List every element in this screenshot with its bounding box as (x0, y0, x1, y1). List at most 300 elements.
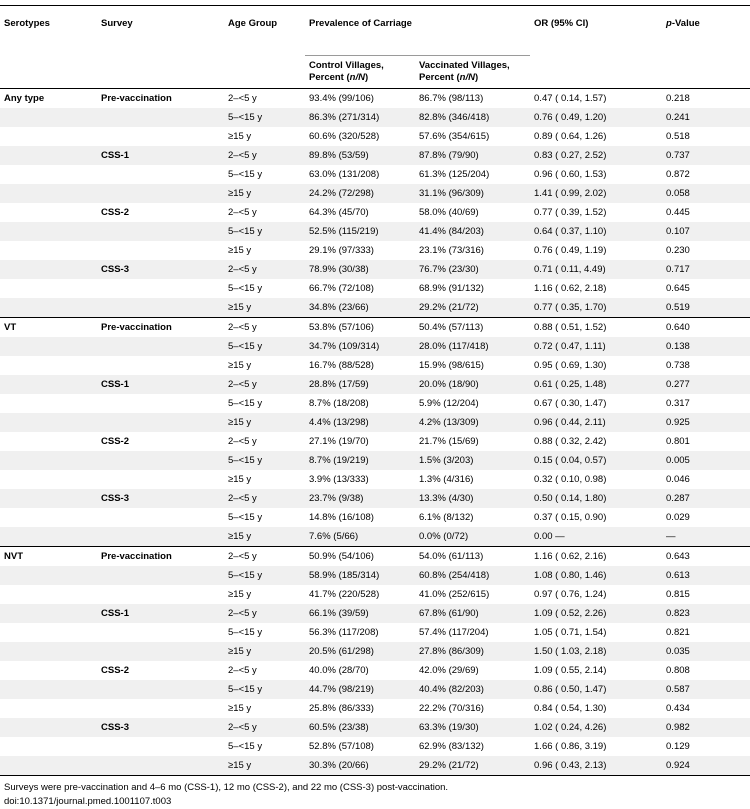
cell-control-prevalence: 8.7% (18/208) (309, 398, 369, 409)
col-header-age-group: Age Group (224, 6, 305, 89)
cell-survey: CSS-2 (101, 436, 129, 447)
cell-p-value: 0.005 (662, 451, 750, 470)
cell-p-value: 0.640 (662, 318, 750, 338)
cell-serotype (0, 680, 97, 699)
cell-survey (97, 222, 224, 241)
table-row (0, 566, 750, 585)
table-row (0, 413, 750, 432)
cell-survey (97, 737, 224, 756)
cell-control-prevalence: 24.2% (72/298) (305, 184, 415, 203)
cell-p-value: 0.823 (662, 604, 750, 623)
cell-survey: Pre-vaccination (97, 547, 224, 567)
cell-odds-ratio: 1.02 ( 0.24, 4.26) (530, 718, 662, 737)
cell-p-value: 0.737 (662, 146, 750, 165)
cell-control-prevalence: 4.4% (13/298) (305, 413, 415, 432)
cell-odds-ratio: 1.09 ( 0.52, 2.26) (530, 604, 662, 623)
cell-odds-ratio: 0.96 ( 0.60, 1.53) (534, 169, 607, 180)
cell-age-group: ≥15 y (228, 131, 252, 142)
p-italic: p (666, 18, 672, 29)
cell-vaccinated-prevalence: 63.3% (19/30) (415, 718, 530, 737)
table-row (0, 298, 750, 318)
cell-control-prevalence: 3.9% (13/333) (309, 474, 369, 485)
cell-survey (97, 394, 224, 413)
cell-age-group: 2–<5 y (228, 665, 257, 676)
table-row (0, 508, 750, 527)
cell-vaccinated-prevalence: 42.0% (29/69) (419, 665, 479, 676)
cell-vaccinated-prevalence: 21.7% (15/69) (419, 436, 479, 447)
cell-odds-ratio: 0.88 ( 0.51, 1.52) (530, 318, 662, 338)
cell-survey (97, 108, 224, 127)
cell-odds-ratio: 0.67 ( 0.30, 1.47) (534, 398, 607, 409)
cell-survey (97, 241, 224, 260)
cell-control-prevalence: 41.7% (220/528) (309, 589, 380, 600)
cell-control-prevalence: 40.0% (28/70) (309, 665, 369, 676)
col-header-or: OR (95% CI) (530, 6, 662, 89)
cell-serotype (0, 394, 97, 413)
cell-serotype (0, 432, 97, 451)
cell-serotype (0, 356, 97, 375)
cell-odds-ratio: 0.50 ( 0.14, 1.80) (530, 489, 662, 508)
cell-p-value: 0.029 (666, 512, 690, 523)
table-row (0, 718, 750, 737)
cell-odds-ratio: 0.72 ( 0.47, 1.11) (530, 337, 662, 356)
table-row (0, 279, 750, 298)
cell-serotype (0, 203, 97, 222)
cell-age-group: 2–<5 y (224, 718, 305, 737)
cell-control-prevalence: 23.7% (9/38) (305, 489, 415, 508)
cell-p-value: — (662, 527, 750, 547)
cell-vaccinated-prevalence: 0.0% (0/72) (415, 527, 530, 547)
col-header-prevalence: Prevalence of Carriage (305, 6, 530, 56)
cell-age-group: 5–<15 y (228, 512, 263, 523)
cell-control-prevalence: 66.1% (39/59) (305, 604, 415, 623)
table-row (0, 337, 750, 356)
cell-survey: CSS-3 (97, 260, 224, 279)
cell-p-value: 0.717 (662, 260, 750, 279)
cell-p-value: 0.808 (666, 665, 690, 676)
cell-survey (97, 527, 224, 547)
cell-control-prevalence: 30.3% (20/66) (305, 756, 415, 775)
cell-vaccinated-prevalence: 31.1% (96/309) (415, 184, 530, 203)
cell-serotype (0, 508, 97, 527)
table-row (0, 661, 750, 680)
cell-age-group: ≥15 y (224, 413, 305, 432)
cell-vaccinated-prevalence: 87.8% (79/90) (415, 146, 530, 165)
cell-survey: CSS-1 (97, 604, 224, 623)
table-row (0, 680, 750, 699)
cell-survey: CSS-3 (97, 489, 224, 508)
cell-survey (97, 451, 224, 470)
cell-p-value: 0.643 (662, 547, 750, 567)
cell-age-group: 2–<5 y (228, 207, 257, 218)
cell-survey (97, 470, 224, 489)
cell-control-prevalence: 60.5% (23/38) (305, 718, 415, 737)
cell-p-value: 0.218 (662, 89, 750, 109)
cell-p-value: 0.925 (662, 413, 750, 432)
table-row (0, 604, 750, 623)
cell-vaccinated-prevalence: 54.0% (61/113) (415, 547, 530, 567)
cell-p-value: 0.138 (662, 337, 750, 356)
cell-age-group: ≥15 y (228, 360, 252, 371)
cell-odds-ratio: 0.76 ( 0.49, 1.20) (530, 108, 662, 127)
cell-vaccinated-prevalence: 20.0% (18/90) (415, 375, 530, 394)
cell-serotype (0, 260, 97, 279)
cell-serotype (0, 756, 97, 775)
cell-p-value: 0.035 (662, 642, 750, 661)
cell-control-prevalence: 20.5% (61/298) (305, 642, 415, 661)
cell-p-value: 0.815 (666, 589, 690, 600)
table-row (0, 203, 750, 222)
cell-vaccinated-prevalence: 76.7% (23/30) (415, 260, 530, 279)
cell-odds-ratio: 1.09 ( 0.55, 2.14) (534, 665, 607, 676)
cell-control-prevalence: 16.7% (88/528) (309, 360, 374, 371)
cell-age-group: 5–<15 y (228, 627, 263, 638)
table-footnote (4, 781, 744, 809)
table-row (0, 737, 750, 756)
cell-survey: CSS-1 (97, 146, 224, 165)
cell-odds-ratio: 0.71 ( 0.11, 4.49) (530, 260, 662, 279)
cell-age-group: ≥15 y (228, 474, 252, 485)
p-value-suffix: -Value (671, 18, 700, 29)
cell-p-value: 0.924 (662, 756, 750, 775)
cell-age-group: ≥15 y (228, 703, 252, 714)
cell-age-group: 2–<5 y (224, 604, 305, 623)
cell-serotype (0, 222, 97, 241)
cell-odds-ratio: 1.08 ( 0.80, 1.46) (530, 566, 662, 585)
cell-odds-ratio: 0.77 ( 0.35, 1.70) (530, 298, 662, 318)
cell-vaccinated-prevalence: 1.5% (3/203) (415, 451, 530, 470)
cell-survey (97, 756, 224, 775)
cell-control-prevalence: 34.8% (23/66) (305, 298, 415, 318)
cell-p-value: 0.230 (666, 245, 690, 256)
cell-vaccinated-prevalence: 40.4% (82/203) (415, 680, 530, 699)
table-row (0, 375, 750, 394)
cell-p-value: 0.241 (662, 108, 750, 127)
cell-age-group: 2–<5 y (224, 375, 305, 394)
table-row (0, 318, 750, 338)
cell-control-prevalence: 53.8% (57/106) (305, 318, 415, 338)
table-row (0, 127, 750, 146)
cell-age-group: 2–<5 y (224, 89, 305, 109)
cell-vaccinated-prevalence: 61.3% (125/204) (419, 169, 490, 180)
cell-p-value: 0.434 (666, 703, 690, 714)
cell-vaccinated-prevalence: 68.9% (91/132) (419, 283, 484, 294)
cell-odds-ratio: 0.84 ( 0.54, 1.30) (534, 703, 607, 714)
cell-age-group: 5–<15 y (228, 741, 263, 752)
table-row (0, 623, 750, 642)
cell-p-value: 0.645 (666, 283, 690, 294)
cell-p-value: 0.277 (662, 375, 750, 394)
cell-p-value: 0.872 (666, 169, 690, 180)
cell-control-prevalence: 58.9% (185/314) (305, 566, 415, 585)
table-row (0, 699, 750, 718)
cell-serotype (0, 661, 97, 680)
cell-p-value: 0.287 (662, 489, 750, 508)
table-row (0, 184, 750, 203)
cell-vaccinated-prevalence: 28.0% (117/418) (415, 337, 530, 356)
table-row (0, 547, 750, 567)
vaccinated-label: Vaccinated Villages, Percent ( (419, 60, 510, 83)
cell-vaccinated-prevalence: 41.0% (252/615) (419, 589, 490, 600)
cell-odds-ratio: 0.64 ( 0.37, 1.10) (530, 222, 662, 241)
cell-survey (97, 623, 224, 642)
cell-age-group: 5–<15 y (224, 566, 305, 585)
cell-survey: CSS-2 (101, 207, 129, 218)
cell-vaccinated-prevalence: 62.9% (83/132) (419, 741, 484, 752)
cell-p-value: 0.445 (666, 207, 690, 218)
cell-vaccinated-prevalence: 50.4% (57/113) (415, 318, 530, 338)
control-close: ) (364, 72, 369, 83)
cell-age-group: 5–<15 y (228, 398, 263, 409)
cell-vaccinated-prevalence: 67.8% (61/90) (415, 604, 530, 623)
cell-survey (97, 127, 224, 146)
table-row (0, 165, 750, 184)
cell-vaccinated-prevalence: 27.8% (86/309) (415, 642, 530, 661)
cell-odds-ratio: 1.41 ( 0.99, 2.02) (530, 184, 662, 203)
cell-odds-ratio: 0.83 ( 0.27, 2.52) (530, 146, 662, 165)
cell-control-prevalence: 78.9% (30/38) (305, 260, 415, 279)
cell-vaccinated-prevalence: 1.3% (4/316) (419, 474, 474, 485)
table-row (0, 432, 750, 451)
cell-odds-ratio: 1.05 ( 0.71, 1.54) (534, 627, 607, 638)
cell-serotype (0, 279, 97, 298)
cell-age-group: 2–<5 y (224, 489, 305, 508)
cell-survey: CSS-3 (97, 718, 224, 737)
table-row (0, 470, 750, 489)
cell-control-prevalence: 89.8% (53/59) (305, 146, 415, 165)
table-row (0, 108, 750, 127)
cell-survey (97, 566, 224, 585)
cell-vaccinated-prevalence: 86.7% (98/113) (415, 89, 530, 109)
cell-age-group: 5–<15 y (224, 680, 305, 699)
cell-control-prevalence: 14.8% (16/108) (309, 512, 374, 523)
table-row (0, 260, 750, 279)
cell-p-value: 0.738 (666, 360, 690, 371)
cell-age-group: ≥15 y (224, 642, 305, 661)
table-row (0, 756, 750, 775)
cell-vaccinated-prevalence: 58.0% (40/69) (419, 207, 479, 218)
cell-serotype (0, 241, 97, 260)
col-header-p-value (662, 6, 750, 89)
vaccinated-nn: n/N (459, 72, 475, 83)
cell-control-prevalence: 44.7% (98/219) (305, 680, 415, 699)
table-row (0, 585, 750, 604)
cell-vaccinated-prevalence: 29.2% (21/72) (415, 756, 530, 775)
cell-survey (97, 508, 224, 527)
cell-survey (97, 337, 224, 356)
cell-survey: CSS-1 (97, 375, 224, 394)
cell-control-prevalence: 93.4% (99/106) (305, 89, 415, 109)
cell-serotype (0, 489, 97, 508)
cell-p-value: 0.317 (666, 398, 690, 409)
cell-serotype (0, 413, 97, 432)
cell-odds-ratio: 0.89 ( 0.64, 1.26) (534, 131, 607, 142)
cell-serotype: NVT (0, 547, 97, 567)
cell-serotype (0, 737, 97, 756)
cell-vaccinated-prevalence: 6.1% (8/132) (419, 512, 474, 523)
cell-survey (97, 585, 224, 604)
cell-odds-ratio: 0.61 ( 0.25, 1.48) (530, 375, 662, 394)
cell-survey (97, 642, 224, 661)
cell-age-group: ≥15 y (224, 527, 305, 547)
footnote-doi: doi:10.1371/journal.pmed.1001107.t003 (4, 796, 172, 807)
cell-age-group: ≥15 y (228, 245, 252, 256)
cell-p-value: 0.801 (666, 436, 690, 447)
cell-p-value: 0.519 (662, 298, 750, 318)
cell-serotype (0, 527, 97, 547)
cell-survey: Pre-vaccination (97, 318, 224, 338)
cell-odds-ratio: 0.00 — (530, 527, 662, 547)
cell-vaccinated-prevalence: 57.6% (354/615) (419, 131, 490, 142)
cell-serotype: VT (0, 318, 97, 338)
cell-survey (97, 165, 224, 184)
cell-serotype (0, 451, 97, 470)
table-row (0, 89, 750, 109)
cell-odds-ratio: 0.97 ( 0.76, 1.24) (534, 589, 607, 600)
cell-serotype (0, 375, 97, 394)
cell-odds-ratio: 0.77 ( 0.39, 1.52) (534, 207, 607, 218)
cell-p-value: 0.518 (666, 131, 690, 142)
cell-serotype (0, 184, 97, 203)
cell-serotype (0, 604, 97, 623)
cell-vaccinated-prevalence: 23.1% (73/316) (419, 245, 484, 256)
cell-age-group: 2–<5 y (224, 146, 305, 165)
cell-control-prevalence: 52.8% (57/108) (309, 741, 374, 752)
cell-serotype (0, 699, 97, 718)
cell-vaccinated-prevalence: 22.2% (70/316) (419, 703, 484, 714)
cell-age-group: 2–<5 y (228, 436, 257, 447)
cell-age-group: 5–<15 y (224, 337, 305, 356)
cell-odds-ratio: 0.47 ( 0.14, 1.57) (530, 89, 662, 109)
cell-serotype: Any type (0, 89, 97, 109)
table-row (0, 146, 750, 165)
cell-p-value: 0.821 (666, 627, 690, 638)
cell-odds-ratio: 1.16 ( 0.62, 2.16) (530, 547, 662, 567)
cell-survey (97, 356, 224, 375)
cell-serotype (0, 623, 97, 642)
cell-p-value: 0.587 (662, 680, 750, 699)
cell-odds-ratio: 0.32 ( 0.10, 0.98) (534, 474, 607, 485)
cell-age-group: 5–<15 y (228, 283, 263, 294)
cell-odds-ratio: 1.50 ( 1.03, 2.18) (530, 642, 662, 661)
cell-control-prevalence: 7.6% (5/66) (305, 527, 415, 547)
cell-vaccinated-prevalence: 13.3% (4/30) (415, 489, 530, 508)
cell-survey: CSS-2 (101, 665, 129, 676)
cell-control-prevalence: 34.7% (109/314) (305, 337, 415, 356)
cell-serotype (0, 470, 97, 489)
cell-survey (97, 279, 224, 298)
cell-vaccinated-prevalence: 57.4% (117/204) (419, 627, 489, 638)
cell-control-prevalence: 64.3% (45/70) (309, 207, 369, 218)
col-header-vaccinated (415, 56, 530, 89)
cell-odds-ratio: 0.15 ( 0.04, 0.57) (530, 451, 662, 470)
table-row (0, 451, 750, 470)
carriage-prevalence-table (0, 6, 750, 775)
cell-age-group: ≥15 y (224, 184, 305, 203)
cell-age-group: 5–<15 y (224, 108, 305, 127)
cell-control-prevalence: 8.7% (19/219) (305, 451, 415, 470)
cell-age-group: ≥15 y (224, 756, 305, 775)
cell-serotype (0, 165, 97, 184)
cell-age-group: 5–<15 y (224, 222, 305, 241)
cell-serotype (0, 146, 97, 165)
cell-vaccinated-prevalence: 82.8% (346/418) (415, 108, 530, 127)
cell-vaccinated-prevalence: 4.2% (13/309) (415, 413, 530, 432)
cell-age-group: 5–<15 y (228, 169, 263, 180)
cell-survey (97, 298, 224, 318)
cell-control-prevalence: 60.6% (320/528) (309, 131, 380, 142)
cell-serotype (0, 298, 97, 318)
col-header-serotypes: Serotypes (0, 6, 97, 89)
cell-serotype (0, 127, 97, 146)
cell-p-value: 0.129 (666, 741, 690, 752)
cell-odds-ratio: 0.37 ( 0.15, 0.90) (534, 512, 607, 523)
cell-age-group: 2–<5 y (224, 547, 305, 567)
cell-survey (97, 699, 224, 718)
cell-control-prevalence: 50.9% (54/106) (305, 547, 415, 567)
cell-control-prevalence: 66.7% (72/108) (309, 283, 374, 294)
table-row (0, 527, 750, 547)
cell-serotype (0, 566, 97, 585)
table-row (0, 241, 750, 260)
cell-vaccinated-prevalence: 15.9% (98/615) (419, 360, 484, 371)
cell-odds-ratio: 0.76 ( 0.49, 1.19) (534, 245, 607, 256)
cell-survey (97, 184, 224, 203)
cell-control-prevalence: 25.8% (86/333) (309, 703, 374, 714)
header-row (0, 6, 750, 56)
table-row (0, 489, 750, 508)
cell-p-value: 0.058 (662, 184, 750, 203)
cell-control-prevalence: 56.3% (117/208) (309, 627, 379, 638)
table-body (0, 89, 750, 776)
cell-serotype (0, 642, 97, 661)
cell-age-group: ≥15 y (224, 298, 305, 318)
cell-age-group: 5–<15 y (224, 451, 305, 470)
cell-age-group: 2–<5 y (224, 260, 305, 279)
control-nn: n/N (349, 72, 365, 83)
cell-control-prevalence: 27.1% (19/70) (309, 436, 369, 447)
cell-odds-ratio: 1.66 ( 0.86, 3.19) (534, 741, 607, 752)
col-header-control (305, 56, 415, 89)
cell-p-value: 0.982 (662, 718, 750, 737)
cell-odds-ratio: 1.16 ( 0.62, 2.18) (534, 283, 607, 294)
cell-odds-ratio: 0.96 ( 0.43, 2.13) (530, 756, 662, 775)
cell-vaccinated-prevalence: 60.8% (254/418) (415, 566, 530, 585)
table-bottom-rule (0, 775, 750, 776)
cell-vaccinated-prevalence: 41.4% (84/203) (415, 222, 530, 241)
cell-serotype (0, 337, 97, 356)
cell-survey (97, 413, 224, 432)
cell-control-prevalence: 29.1% (97/333) (309, 245, 374, 256)
footnote-text: Surveys were pre-vaccination and 4–6 mo (CSS-1), 12 mo (CSS-2), and 22 mo (CSS-3) post-vaccination. (4, 782, 449, 793)
table-row (0, 222, 750, 241)
cell-control-prevalence: 63.0% (131/208) (309, 169, 380, 180)
cell-odds-ratio: 0.95 ( 0.69, 1.30) (534, 360, 607, 371)
table-row (0, 394, 750, 413)
cell-age-group: 2–<5 y (224, 318, 305, 338)
vaccinated-close: ) (474, 72, 479, 83)
cell-p-value: 0.107 (662, 222, 750, 241)
cell-odds-ratio: 0.88 ( 0.32, 2.42) (534, 436, 607, 447)
cell-vaccinated-prevalence: 29.2% (21/72) (415, 298, 530, 318)
cell-survey (97, 680, 224, 699)
cell-p-value: 0.046 (666, 474, 690, 485)
cell-odds-ratio: 0.96 ( 0.44, 2.11) (530, 413, 662, 432)
control-label: Control Villages, Percent ( (309, 60, 384, 83)
cell-vaccinated-prevalence: 5.9% (12/204) (419, 398, 479, 409)
cell-p-value: 0.613 (662, 566, 750, 585)
cell-age-group: ≥15 y (228, 589, 252, 600)
